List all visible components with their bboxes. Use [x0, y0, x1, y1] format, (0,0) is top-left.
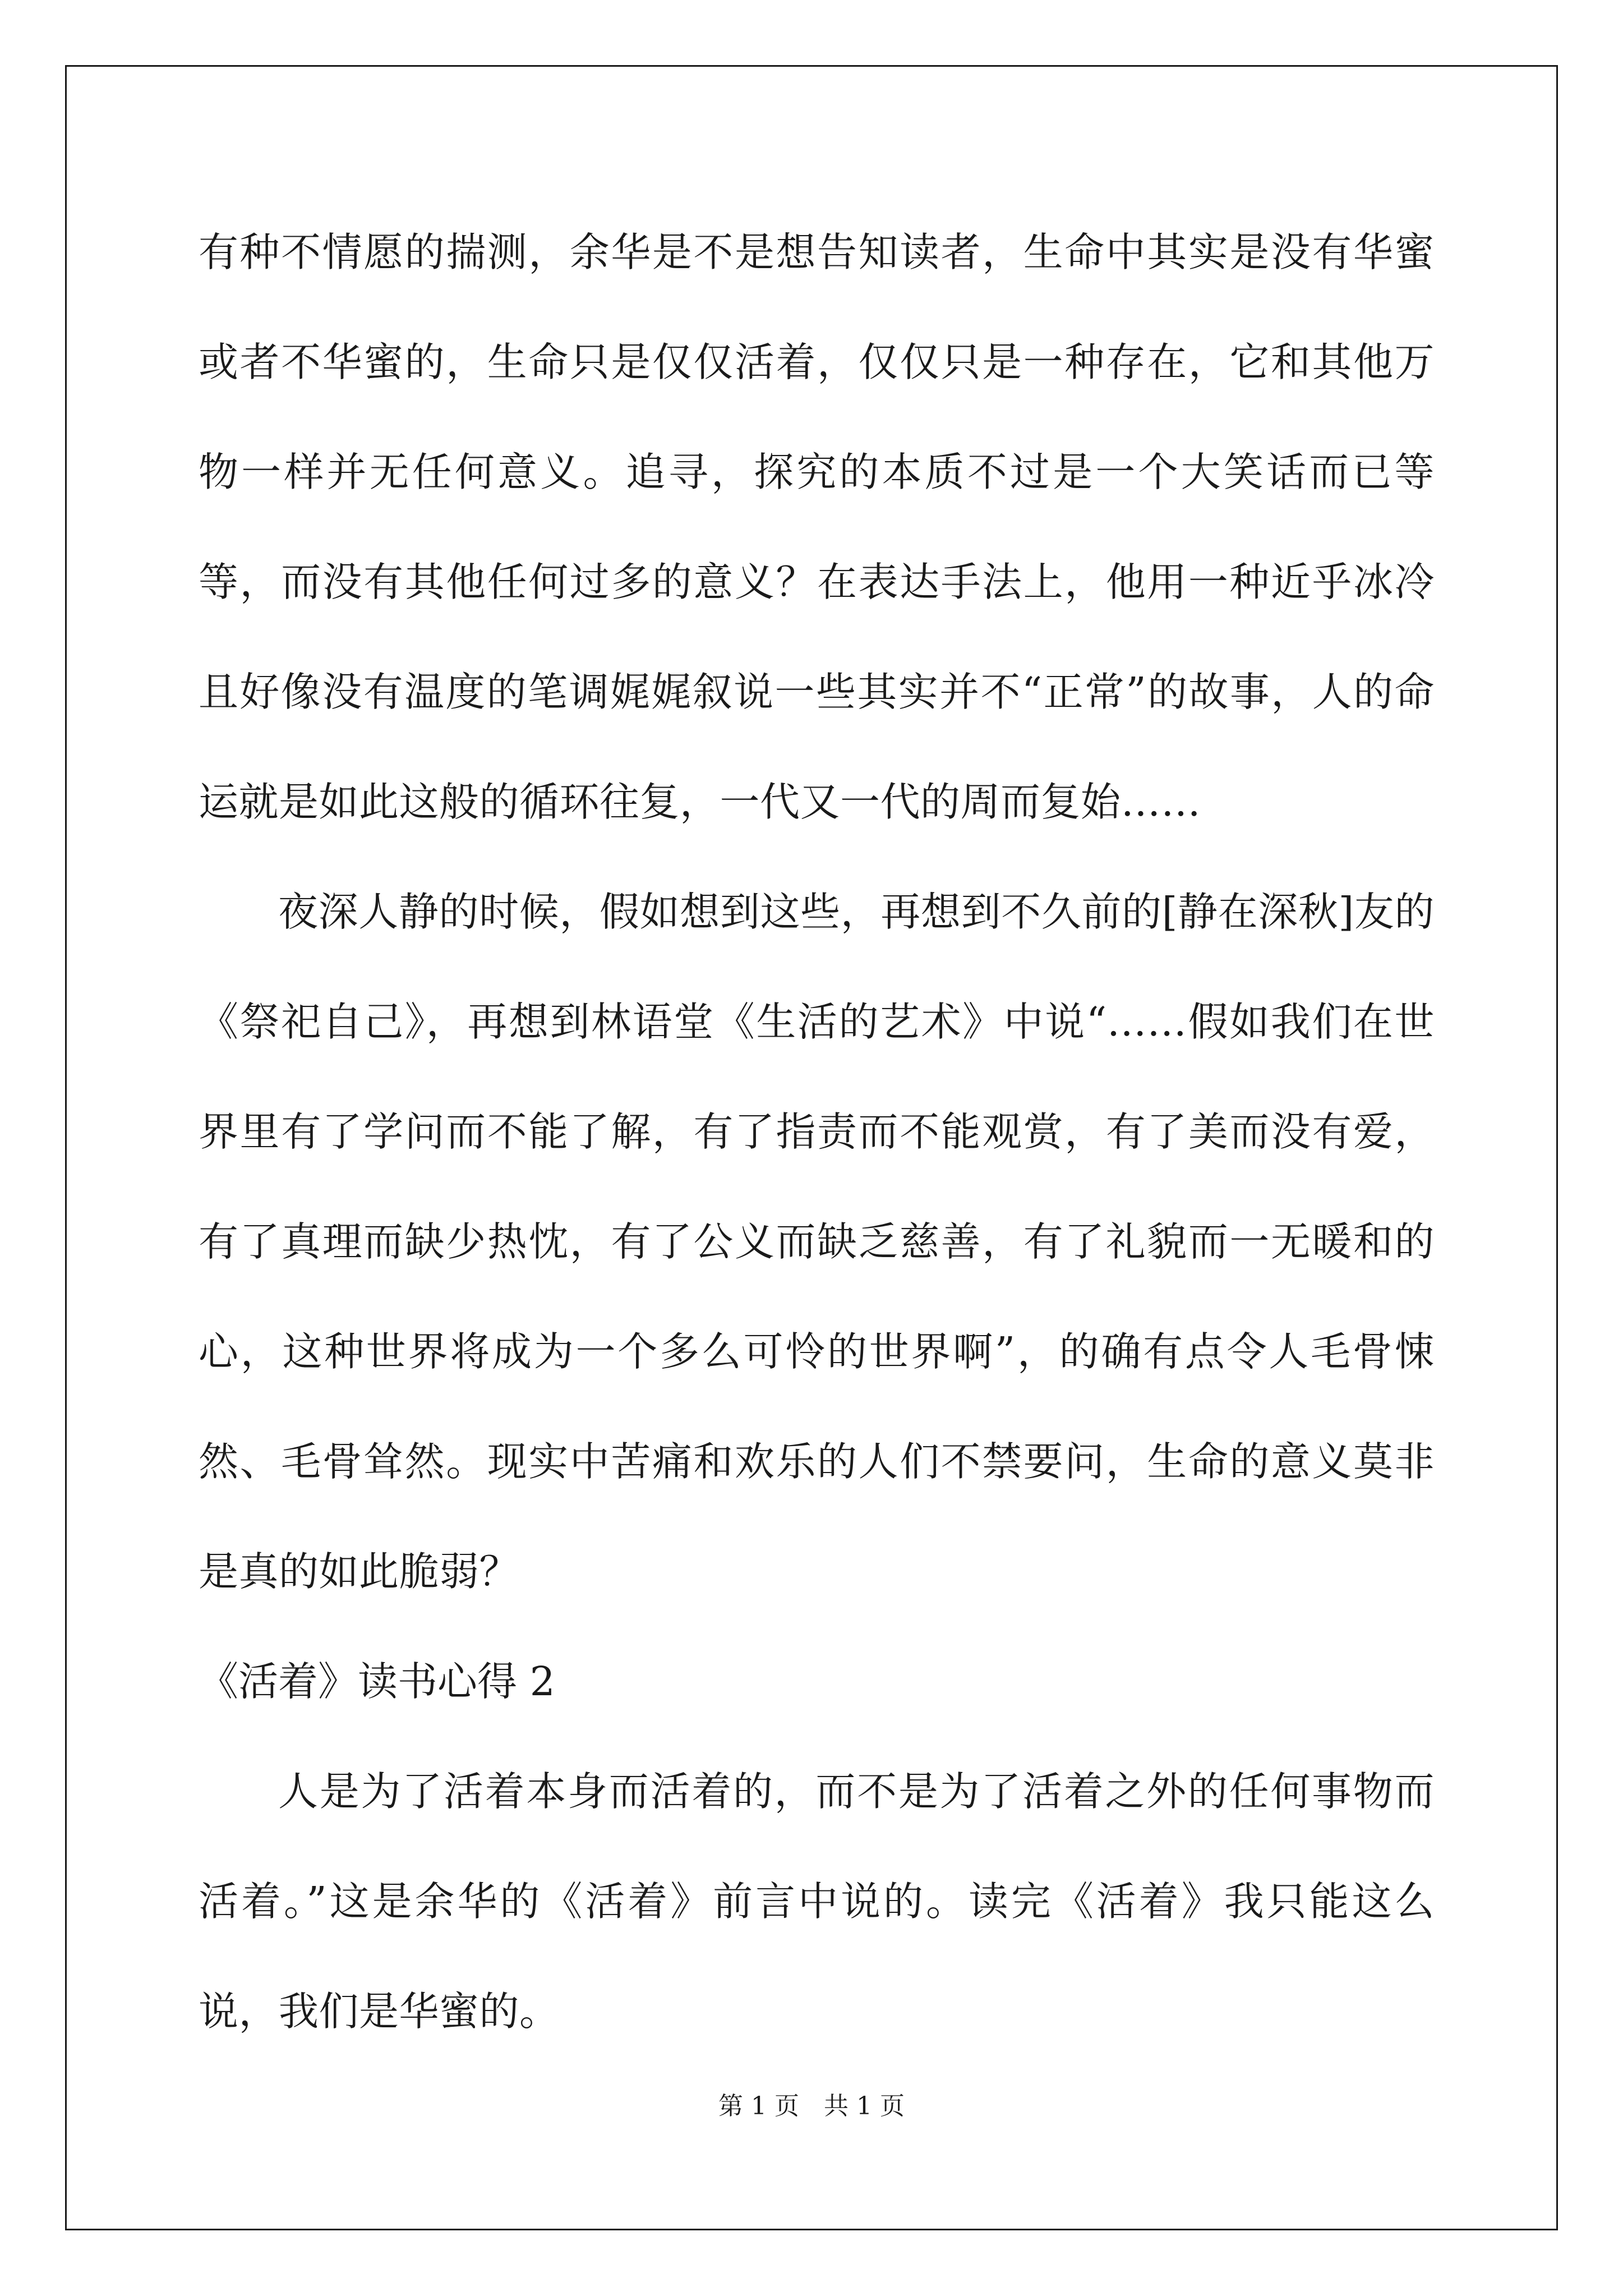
page-number-current: 第 1 页 — [718, 2092, 799, 2120]
document-body — [199, 197, 1435, 2067]
paragraph-2: 夜深人静的时候，假如想到这些，再想到不久前的[静在深秋]友的《祭祀自己》，再想到林语堂《生活的艺术》中说“……假如我们在世界里有了学问而不能了解，有了指责而不能观赏，有了美而没有爱，有了真理而缺少热忱，有了公义而缺乏慈善，有了礼貌而一无暖和的心，这种世界将成为一个多么可怜的世界啊”，的确有点令人毛骨悚然、毛骨耸然。现实中苦痛和欢乐的人们不禁要问，生命的意义莫非是真的如此脆弱？ — [199, 889, 1435, 1595]
page-footer — [0, 2086, 1623, 2122]
section-heading: 《活着》读书心得 2 — [199, 1658, 555, 1705]
page-number-total: 共 1 页 — [824, 2092, 905, 2120]
paragraph-3: 人是为了活着本身而活着的，而不是为了活着之外的任何事物而活着。”这是余华的《活着》前言中说的。读完《活着》我只能这么说，我们是华蜜的。 — [199, 1768, 1435, 2035]
paragraph-1: 有种不情愿的揣测，余华是不是想告知读者，生命中其实是没有华蜜或者不华蜜的，生命只是仅仅活着，仅仅只是一种存在，它和其他万物一样并无任何意义。追寻，探究的本质不过是一个大笑话而已等等，而没有其他任何过多的意义？在表达手法上，他用一种近乎冰冷且好像没有温度的笔调娓娓叙说一些其实并不“正常”的故事，人的命运就是如此这般的循环往复，一代又一代的周而复始…… — [199, 229, 1435, 825]
